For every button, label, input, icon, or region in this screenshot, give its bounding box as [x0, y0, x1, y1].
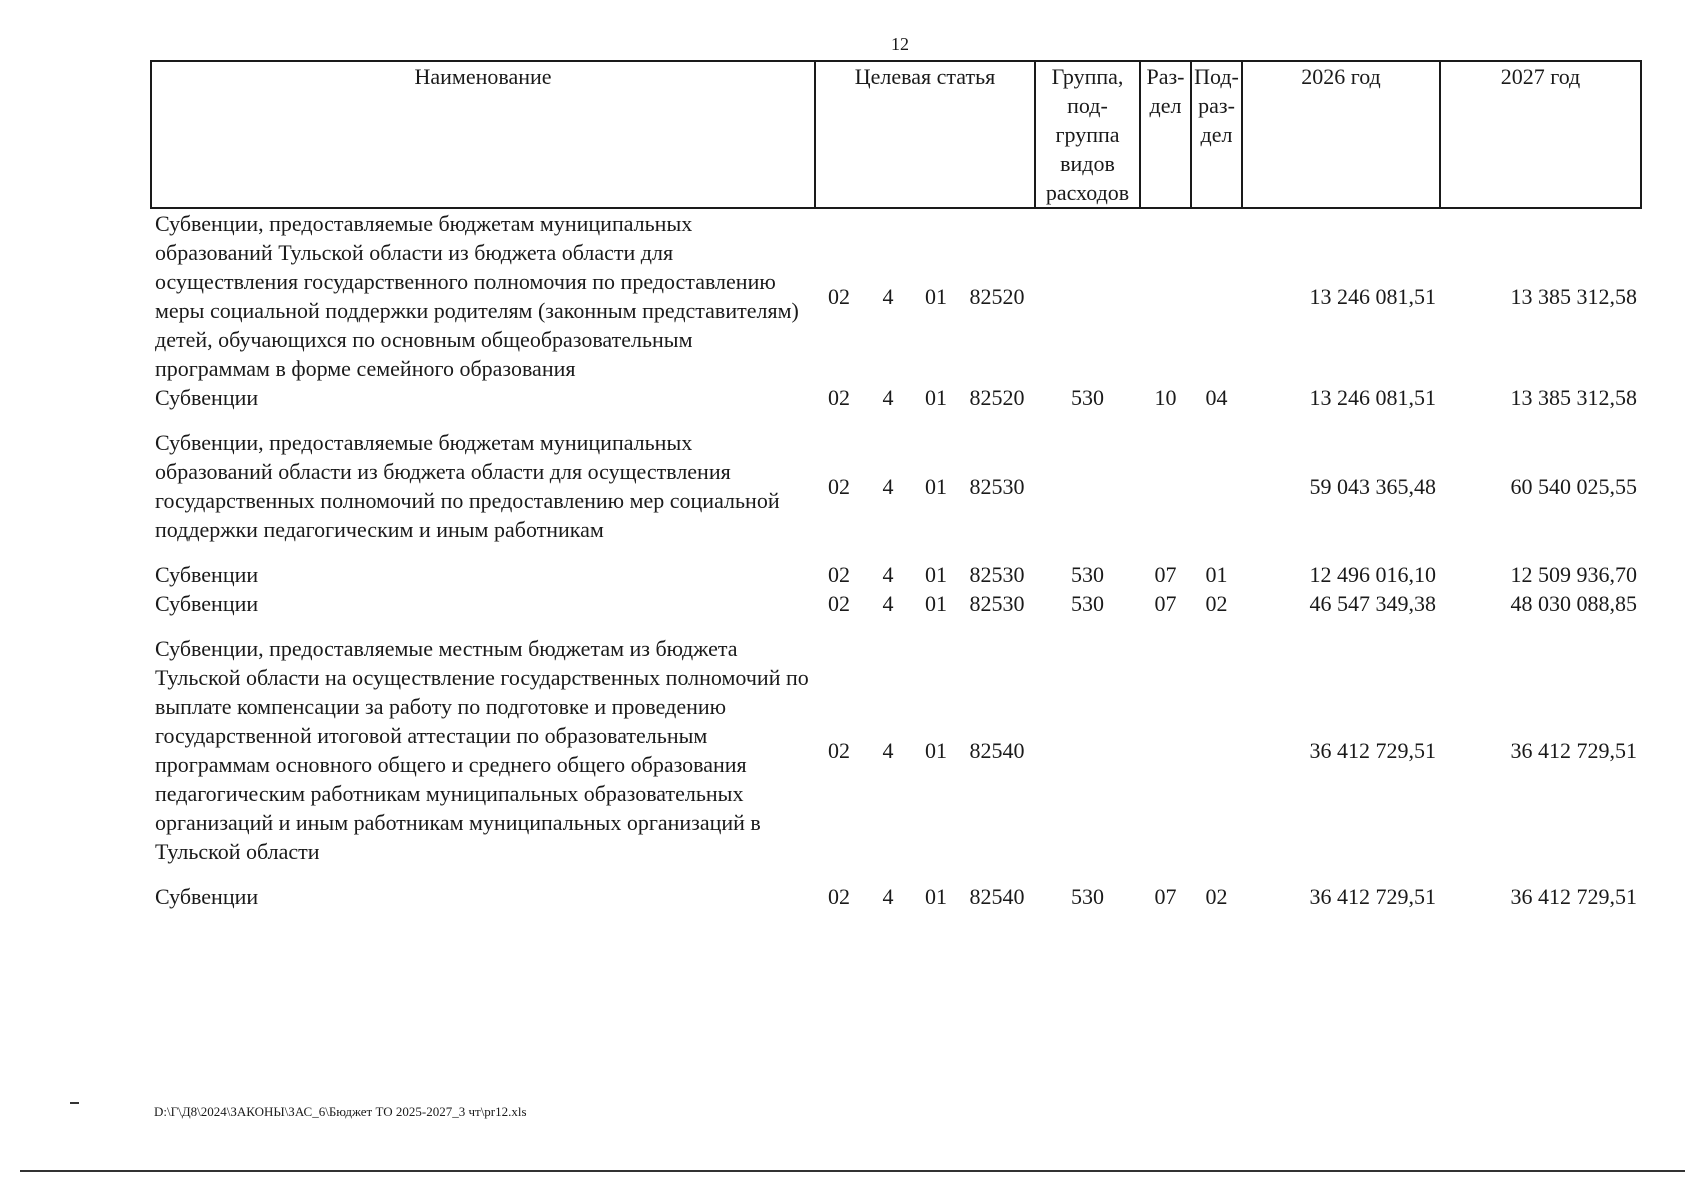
row-group: 530 [1071, 591, 1104, 616]
header-name: Наименование [151, 61, 815, 208]
file-path: D:\Г\Д8\2024\ЗАКОНЫ\ЗАС_6\Бюджет ТО 2025-2027_3 чт\pr12.xls [154, 1104, 527, 1119]
row-section: 07 [1154, 562, 1177, 587]
page-number: 12 [891, 34, 909, 54]
table-row [151, 560, 1641, 589]
row-name: Субвенции [155, 562, 259, 587]
row-name: Субвенции, предоставляемые местным бюджетам из бюджета Тульской области на осуществление государственных полномочий по выплате компенсации за работу по подготовке и проведению государственной итоговой аттестации по образовательным программам основного общего и среднего общего образования педагогическим работникам муниципальных образовательных организаций и иным работникам муниципальных организаций в Тульской области [155, 636, 809, 864]
row-target-code: 82530 [969, 562, 1025, 587]
scan-mark [70, 1102, 79, 1104]
row-amount-2027: 36 412 729,51 [1510, 737, 1637, 763]
row-subsection [1191, 208, 1242, 383]
table-row [151, 634, 1641, 882]
row-name: Субвенции, предоставляемые бюджетам муниципальных образований Тульской области из бюджета области для осуществления государственного полномочия по предоставлению меры социальной поддержки родителям (законным представителям) детей, обучающихся по основным общеобразовательным программам в форме семейного образования [155, 211, 799, 381]
row-group [1035, 428, 1140, 560]
row-target-code: 82540 [969, 884, 1025, 909]
row-amount-2027: 48 030 088,85 [1510, 591, 1637, 616]
row-target-program: 02 [828, 473, 850, 499]
row-target-type: 4 [882, 283, 894, 309]
row-target-sub: 01 [925, 385, 947, 410]
row-amount-2027: 36 412 729,51 [1510, 884, 1637, 909]
table-header-row [151, 61, 1641, 208]
bottom-divider [20, 1170, 1685, 1172]
header-year-2026: 2026 год [1242, 61, 1440, 208]
row-name: Субвенции [155, 385, 259, 410]
row-amount-2026: 13 246 081,51 [1309, 283, 1436, 309]
row-section [1140, 428, 1191, 560]
header-section: Раз-дел [1140, 61, 1191, 208]
row-group: 530 [1071, 385, 1104, 410]
row-name: Субвенции [155, 884, 259, 909]
row-target-type: 4 [882, 385, 894, 410]
row-target-type: 4 [882, 884, 894, 909]
row-target-sub: 01 [925, 473, 947, 499]
row-subsection [1191, 634, 1242, 882]
row-section: 10 [1154, 385, 1177, 410]
row-amount-2026: 13 246 081,51 [1309, 385, 1436, 410]
row-target-sub: 01 [925, 562, 947, 587]
row-target-sub: 01 [925, 737, 947, 763]
header-target: Целевая статья [815, 61, 1035, 208]
row-name: Субвенции, предоставляемые бюджетам муниципальных образований области из бюджета области для осуществления государственных полномочий по предоставлению мер социальной поддержки педагогическим и иным работникам [155, 430, 780, 542]
table-row [151, 882, 1641, 911]
row-subsection: 02 [1205, 884, 1228, 909]
row-amount-2027: 60 540 025,55 [1510, 473, 1637, 499]
row-amount-2027: 13 385 312,58 [1510, 283, 1637, 309]
row-target-code: 82520 [969, 283, 1025, 309]
row-amount-2026: 36 412 729,51 [1309, 737, 1436, 763]
row-target-code: 82530 [969, 473, 1025, 499]
row-subsection: 02 [1205, 591, 1228, 616]
row-target-code: 82540 [969, 737, 1025, 763]
row-name: Субвенции [155, 591, 259, 616]
row-target-type: 4 [882, 562, 894, 587]
header-subsection: Под-раз-дел [1191, 61, 1242, 208]
row-amount-2027: 12 509 936,70 [1510, 562, 1637, 587]
row-target-program: 02 [828, 737, 850, 763]
budget-table [150, 60, 1642, 911]
row-amount-2026: 59 043 365,48 [1309, 473, 1436, 499]
row-target-type: 4 [882, 591, 894, 616]
row-amount-2026: 46 547 349,38 [1309, 591, 1436, 616]
table-row [151, 208, 1641, 383]
row-target-type: 4 [882, 473, 894, 499]
row-group: 530 [1071, 884, 1104, 909]
row-group [1035, 634, 1140, 882]
row-target-program: 02 [828, 283, 850, 309]
row-target-code: 82520 [969, 385, 1025, 410]
row-target-code: 82530 [969, 591, 1025, 616]
row-subsection [1191, 428, 1242, 560]
row-section: 07 [1154, 591, 1177, 616]
row-target-program: 02 [828, 884, 850, 909]
row-target-sub: 01 [925, 884, 947, 909]
row-target-program: 02 [828, 591, 850, 616]
row-section: 07 [1154, 884, 1177, 909]
row-subsection: 01 [1205, 562, 1228, 587]
row-target-sub: 01 [925, 591, 947, 616]
header-group: Группа, под-группа видов расходов [1035, 61, 1140, 208]
row-subsection: 04 [1205, 385, 1228, 410]
table-row [151, 589, 1641, 634]
table-row [151, 428, 1641, 560]
header-year-2027: 2027 год [1440, 61, 1641, 208]
row-target-type: 4 [882, 737, 894, 763]
row-section [1140, 634, 1191, 882]
row-section [1140, 208, 1191, 383]
row-target-sub: 01 [925, 283, 947, 309]
row-target-program: 02 [828, 562, 850, 587]
row-amount-2026: 36 412 729,51 [1309, 884, 1436, 909]
table-row [151, 383, 1641, 428]
row-amount-2026: 12 496 016,10 [1309, 562, 1436, 587]
row-group: 530 [1071, 562, 1104, 587]
row-group [1035, 208, 1140, 383]
row-amount-2027: 13 385 312,58 [1510, 385, 1637, 410]
row-target-program: 02 [828, 385, 850, 410]
